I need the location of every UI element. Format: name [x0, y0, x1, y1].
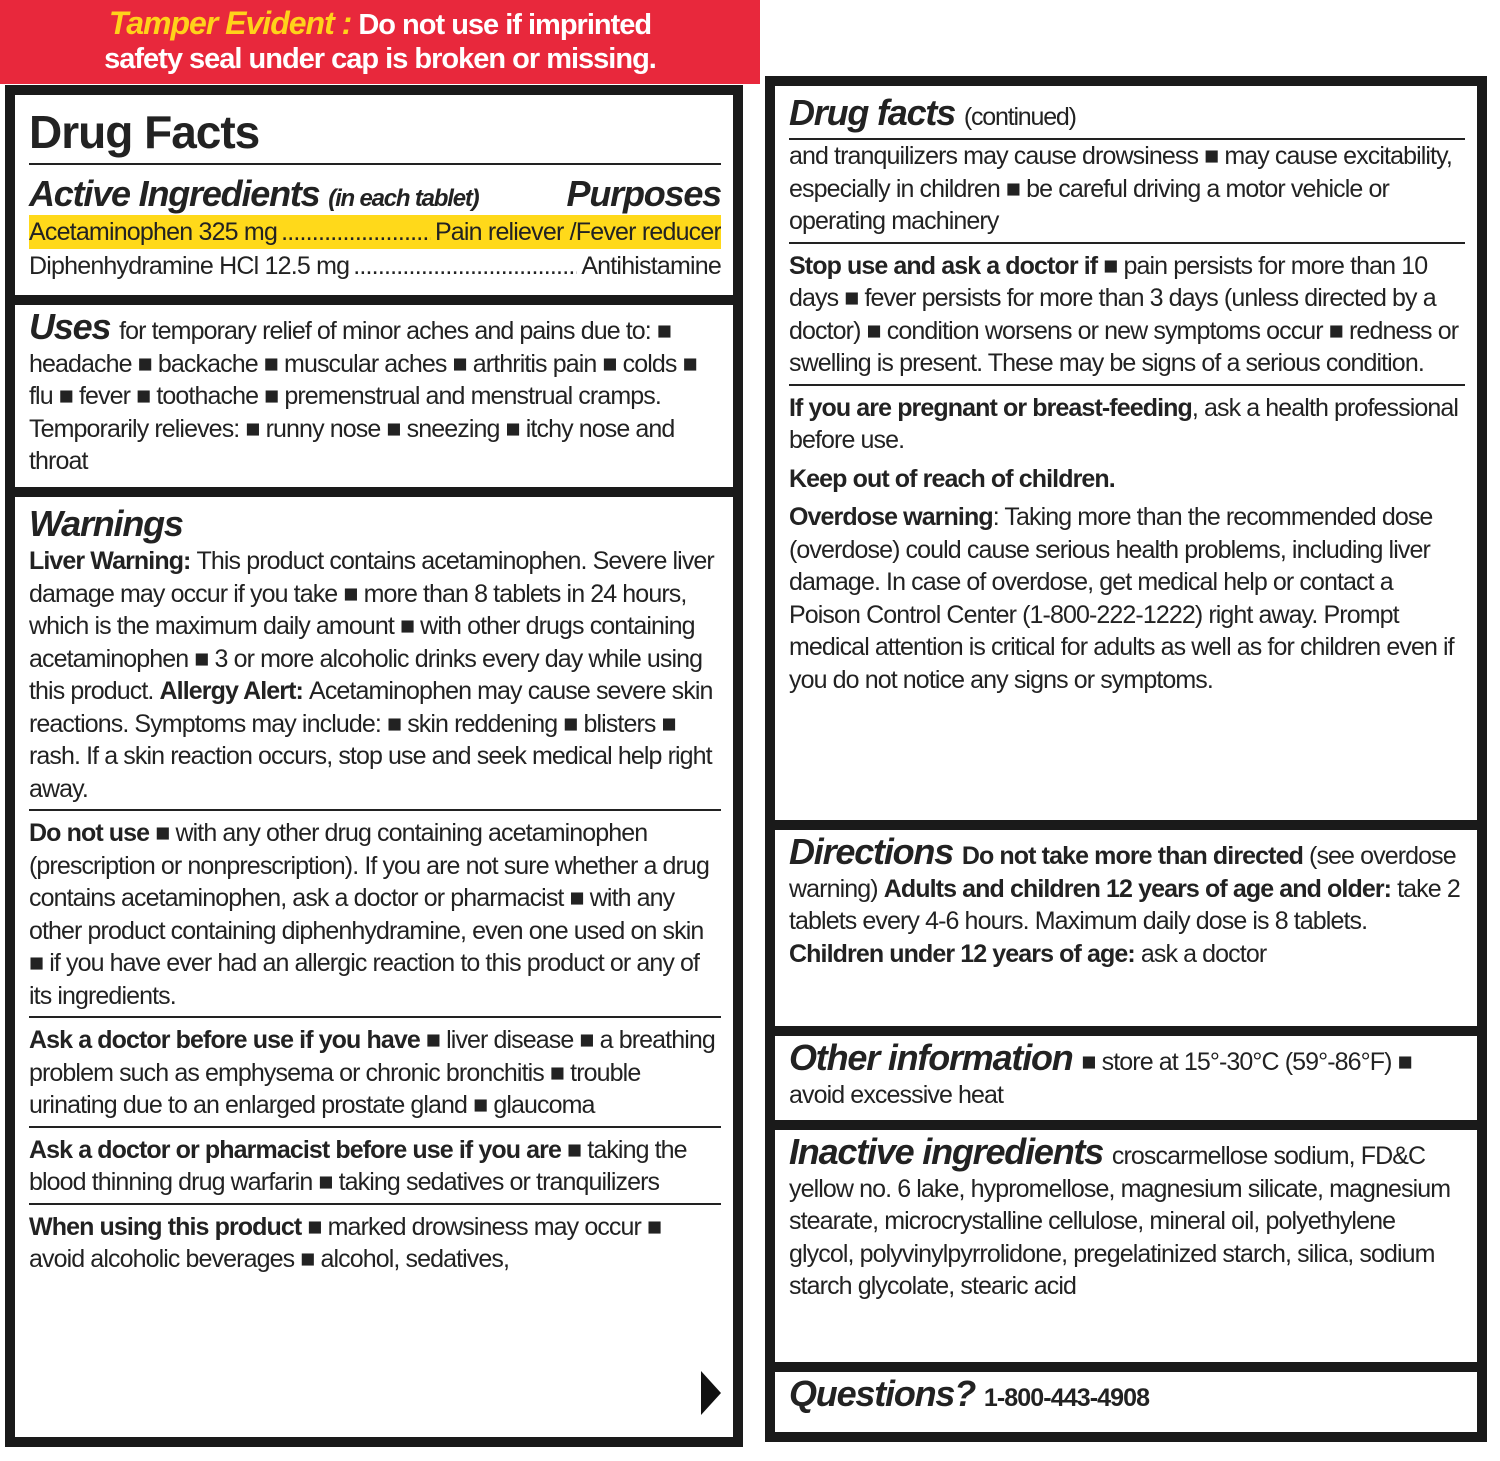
body-text: ■ liver disease ■ a breathing problem such as emphysema or chronic bronchitis ■ trouble urinating due to an enlarged prostate gland ■ glaucoma	[29, 1026, 715, 1119]
body-text: (see overdose warning)	[789, 842, 1456, 903]
body-text: croscarmellose sodium, FD&C yellow no. 6 lake, hypromellose, magnesium silicate, magnesium stearate, microcrystalline cellulose, mineral oil, polyethylene glycol, polyvinylpyrrolidone, pregelatinized starch, silica, sodium starch glycolate, stearic acid	[789, 1142, 1451, 1300]
bold-lead-text: Ask a doctor or pharmacist before use if you are	[29, 1135, 568, 1164]
ingredient-purpose: Pain reliever /Fever reducer	[434, 218, 721, 246]
warning-paragraph	[29, 1134, 721, 1199]
continue-arrow-icon	[701, 1371, 721, 1415]
warning-paragraph	[789, 501, 1465, 696]
body-text: ■ taking the blood thinning drug warfarin ■ taking sedatives or tranquilizers	[29, 1135, 687, 1196]
warning-paragraph	[29, 545, 721, 805]
body-text: ■ pain persists for more than 10 days ■ fever persists for more than 3 days (unless directed by a doctor) ■ condition worsens or new symptoms occur ■ redness or swelling is present. These may be signs of a serious condition.	[789, 251, 1459, 377]
banner-line-2: safety seal under cap is broken or missing.	[104, 43, 656, 75]
continued-title	[789, 92, 1465, 140]
drug-facts-left-panel	[5, 85, 743, 1447]
warnings-section	[15, 497, 733, 1437]
body-text: and tranquilizers may cause drowsiness ■ may cause excitability, especially in children ■ be careful driving a motor vehicle or operating machinery	[789, 142, 1452, 235]
section-heading: Questions?	[789, 1373, 984, 1414]
body-text: Acetaminophen may cause severe skin reactions. Symptoms may include: ■ skin reddening ■ blisters ■ rash. If a skin reaction occurs, stop use and seek medical help right away.	[29, 677, 713, 803]
banner-line-1: Do not use if imprinted	[358, 9, 652, 41]
warning-paragraph	[29, 1024, 721, 1122]
active-ingredients-subheading: (in each tablet)	[328, 185, 479, 212]
active-ingredients-heading: Active Ingredients	[29, 173, 320, 214]
bold-lead-text: Do not take more than directed	[961, 842, 1310, 870]
warning-paragraph	[789, 140, 1465, 238]
ingredient-row	[29, 249, 721, 283]
body-text: ■ with any other drug containing acetaminophen (prescription or nonprescription). If you are not sure whether a drug contains acetaminophen, ask a doctor or pharmacist ■ with any other product containing diphenhydramine, even one used on skin ■ if you have ever had an allergic reaction to this product or any of its ingredients.	[29, 819, 709, 1010]
questions-section	[775, 1372, 1477, 1432]
ingredient-purpose: Antihistamine	[581, 252, 721, 280]
continued-title-text: Drug facts	[789, 92, 956, 133]
body-text: for temporary relief of minor aches and pains due to: ■ headache ■ backache ■ muscular aches ■ arthritis pain ■ colds ■ flu ■ fever ■ toothache ■ premenstrual and menstrual cramps. Temporarily relieves: ■ runny nose ■ sneezing ■ itchy nose and throat	[29, 317, 697, 475]
bold-lead-text: Adults and children 12 years of age and older:	[883, 874, 1398, 903]
active-ingredients-header	[29, 173, 721, 215]
section-heading: Directions	[789, 831, 962, 872]
warning-paragraph	[789, 392, 1465, 457]
body-text: : Taking more than the recommended dose (overdose) could cause serious health problems, including liver damage. In case of overdose, get medical help or contact a Poison Control Center (1-800-222-1222) right away. Prompt medical attention is critical for adults as well as for children even if you do not notice any signs or symptoms.	[789, 503, 1454, 694]
bold-lead-text: Overdose warning	[789, 503, 993, 531]
other-information-section	[775, 1036, 1477, 1120]
drug-facts-continued-section	[775, 86, 1477, 820]
section-heading: Uses	[29, 306, 120, 347]
tamper-evident-label: Tamper Evident :	[108, 5, 352, 41]
body-text: , ask a health professional before use.	[789, 393, 1459, 454]
ingredient-name: Acetaminophen 325 mg	[29, 218, 278, 246]
warning-paragraph	[29, 817, 721, 1012]
warnings-heading: Warnings	[29, 503, 183, 544]
inactive-ingredients-section	[775, 1130, 1477, 1362]
body-text: ■ store at 15°-30°C (59°-86°F) ■ avoid excessive heat	[789, 1048, 1412, 1109]
ingredient-name: Diphenhydramine HCl 12.5 mg	[29, 252, 350, 280]
section-heading: Other information	[789, 1037, 1082, 1078]
warning-paragraph	[29, 1211, 721, 1276]
warning-paragraph	[789, 250, 1465, 380]
bold-lead-text: Stop use and ask a doctor if	[789, 251, 1104, 280]
bold-lead-text: Keep out of reach of children.	[789, 464, 1115, 493]
directions-section	[775, 830, 1477, 1026]
ingredient-row	[29, 215, 721, 249]
uses-section	[15, 305, 733, 487]
bold-lead-text: Do not use	[29, 819, 156, 847]
bold-lead-text: Ask a doctor before use if you have	[29, 1026, 426, 1054]
bold-lead-text: If you are pregnant or breast-feeding	[789, 393, 1192, 422]
bold-lead-text: 1-800-443-4908	[983, 1384, 1150, 1412]
body-text: This product contains acetaminophen. Severe liver damage may occur if you take ■ more than 8 tablets in 24 hours, which is the maximum daily amount ■ with other drugs containing acetaminophen ■ 3 or more alcoholic drinks every day while using this product.	[29, 547, 714, 705]
section-heading: Inactive ingredients	[789, 1131, 1112, 1172]
tamper-evident-banner	[0, 0, 760, 84]
bold-lead-text: Liver Warning:	[29, 547, 197, 575]
bold-lead-text: Allergy Alert:	[159, 677, 310, 705]
drug-facts-title: Drug Facts	[29, 101, 721, 165]
bold-lead-text: When using this product	[29, 1212, 308, 1241]
body-text: ask a doctor	[1140, 939, 1267, 968]
purposes-heading: Purposes	[566, 173, 721, 214]
continued-subtitle: (continued)	[963, 103, 1076, 131]
active-ingredients-section	[15, 95, 733, 295]
warning-paragraph	[789, 463, 1465, 496]
body-text: take 2 tablets every 4-6 hours. Maximum daily dose is 8 tablets.	[789, 874, 1460, 935]
bold-lead-text: Children under 12 years of age:	[789, 939, 1141, 968]
drug-facts-right-panel	[765, 76, 1487, 1442]
body-text: ■ marked drowsiness may occur ■ avoid alcoholic beverages ■ alcohol, sedatives,	[29, 1212, 662, 1273]
